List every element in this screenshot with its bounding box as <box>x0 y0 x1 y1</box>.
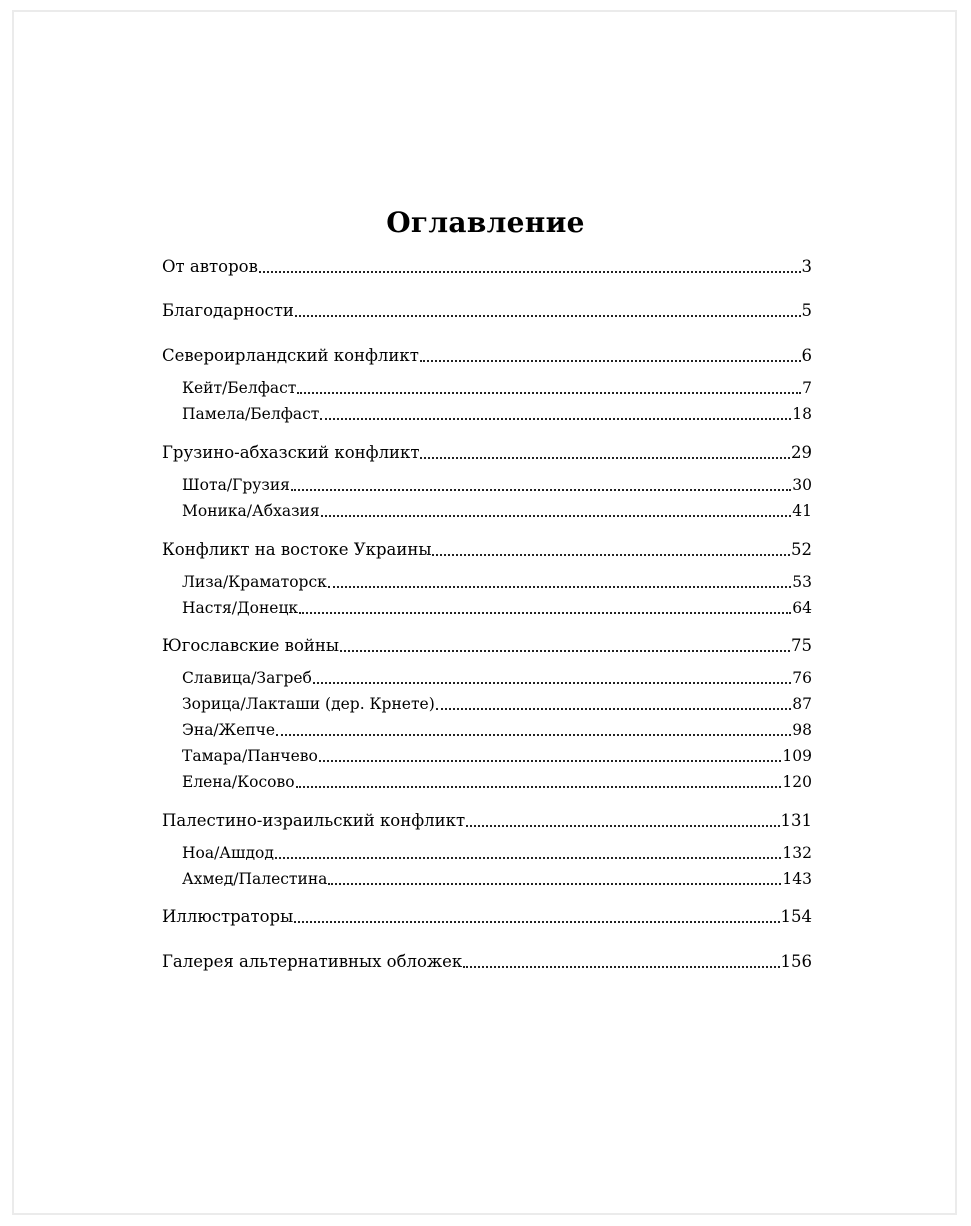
toc-entry-page: 132 <box>782 844 812 862</box>
toc-entry-label: Кейт/Белфаст <box>182 379 297 397</box>
dot-leader <box>321 515 792 517</box>
toc-entry-page: 64 <box>792 599 812 617</box>
toc-subentry[interactable] <box>182 770 812 794</box>
toc-entry-page: 76 <box>792 669 812 687</box>
toc-entry-page: 53 <box>792 573 812 591</box>
toc-entry-page: 30 <box>792 476 812 494</box>
toc-entry-label: Иллюстраторы <box>162 907 294 926</box>
dot-leader <box>297 392 801 394</box>
toc-subentry[interactable] <box>182 718 812 742</box>
toc-entry-label: От авторов <box>162 257 258 276</box>
toc-subentry[interactable] <box>182 666 812 690</box>
toc-entry-page: 143 <box>782 870 812 888</box>
toc-entry[interactable] <box>162 905 812 929</box>
dot-leader <box>320 418 791 420</box>
toc-entry-page: 131 <box>780 811 812 830</box>
dot-leader <box>299 612 791 614</box>
dot-leader <box>436 708 791 710</box>
toc-entry[interactable] <box>162 441 812 465</box>
toc-entry[interactable] <box>162 344 812 368</box>
toc-entry-label: Шота/Грузия <box>182 476 290 494</box>
dot-leader <box>340 650 790 652</box>
toc-entry-page: 120 <box>782 773 812 791</box>
toc-entry-page: 156 <box>780 952 812 971</box>
dot-leader <box>295 315 801 317</box>
toc-entry-page: 3 <box>801 257 812 276</box>
toc-entry-label: Славица/Загреб <box>182 669 312 687</box>
toc-entry[interactable] <box>162 299 812 323</box>
toc-entry-label: Эна/Жепче <box>182 721 275 739</box>
dot-leader <box>328 586 791 588</box>
toc-subentry[interactable] <box>182 402 812 426</box>
toc-entry-page: 87 <box>792 695 812 713</box>
toc-entry-page: 52 <box>791 540 812 559</box>
toc-entry-label: Югославские войны <box>162 636 340 655</box>
toc-entry[interactable] <box>162 538 812 562</box>
toc-entry-label: Елена/Косово <box>182 773 295 791</box>
toc-entry-label: Моника/Абхазия <box>182 502 320 520</box>
toc-entry-page: 6 <box>801 346 812 365</box>
toc-entry-label: Ахмед/Палестина <box>182 870 328 888</box>
toc-entry-label: Палестино-израильский конфликт <box>162 811 466 830</box>
toc-entry[interactable] <box>162 634 812 658</box>
toc-subentry[interactable] <box>182 499 812 523</box>
dot-leader <box>275 857 782 859</box>
toc-entry-label: Галерея альтернативных обложек <box>162 952 463 971</box>
toc-entry-page: 75 <box>791 636 812 655</box>
dot-leader <box>420 360 801 362</box>
toc-subentry[interactable] <box>182 841 812 865</box>
toc-entry-label: Лиза/Краматорск <box>182 573 327 591</box>
toc-subentry[interactable] <box>182 376 812 400</box>
dot-leader <box>291 489 791 491</box>
toc-entry-label: Конфликт на востоке Украины <box>162 540 432 559</box>
dot-leader <box>319 760 782 762</box>
toc-entry-page: 109 <box>782 747 812 765</box>
dot-leader <box>259 271 801 273</box>
toc-subentry[interactable] <box>182 867 812 891</box>
dot-leader <box>463 966 779 968</box>
toc-entry-page: 18 <box>792 405 812 423</box>
toc-entry-page: 29 <box>791 443 812 462</box>
dot-leader <box>420 457 790 459</box>
dot-leader <box>276 734 791 736</box>
toc-entry-label: Грузино-абхазский конфликт <box>162 443 420 462</box>
toc-entry-page: 98 <box>792 721 812 739</box>
toc-subentry[interactable] <box>182 744 812 768</box>
toc-subentry[interactable] <box>182 692 812 716</box>
toc-entry[interactable] <box>162 950 812 974</box>
toc-subentry[interactable] <box>182 596 812 620</box>
toc-entry-label: Ноа/Ашдод <box>182 844 274 862</box>
dot-leader <box>328 883 781 885</box>
toc-entry-page: 41 <box>792 502 812 520</box>
toc-entry-label: Благодарности <box>162 301 294 320</box>
toc-entry-label: Памела/Белфаст <box>182 405 320 423</box>
toc-entry-page: 7 <box>802 379 812 397</box>
dot-leader <box>466 825 779 827</box>
dot-leader <box>432 554 790 556</box>
dot-leader <box>294 921 779 923</box>
toc-entry[interactable] <box>162 809 812 833</box>
toc-entry-label: Североирландский конфликт <box>162 346 419 365</box>
toc-entry-label: Зорица/Лакташи (дер. Крнете) <box>182 695 435 713</box>
toc-entry-label: Тамара/Панчево <box>182 747 318 765</box>
dot-leader <box>296 786 782 788</box>
toc-subentry[interactable] <box>182 570 812 594</box>
toc-entry-page: 5 <box>801 301 812 320</box>
toc-subentry[interactable] <box>182 473 812 497</box>
toc-entry-label: Настя/Донецк <box>182 599 299 617</box>
dot-leader <box>313 682 791 684</box>
toc-entry[interactable] <box>162 255 812 279</box>
toc-entry-page: 154 <box>780 907 812 926</box>
page-title: Оглавление <box>386 206 585 239</box>
